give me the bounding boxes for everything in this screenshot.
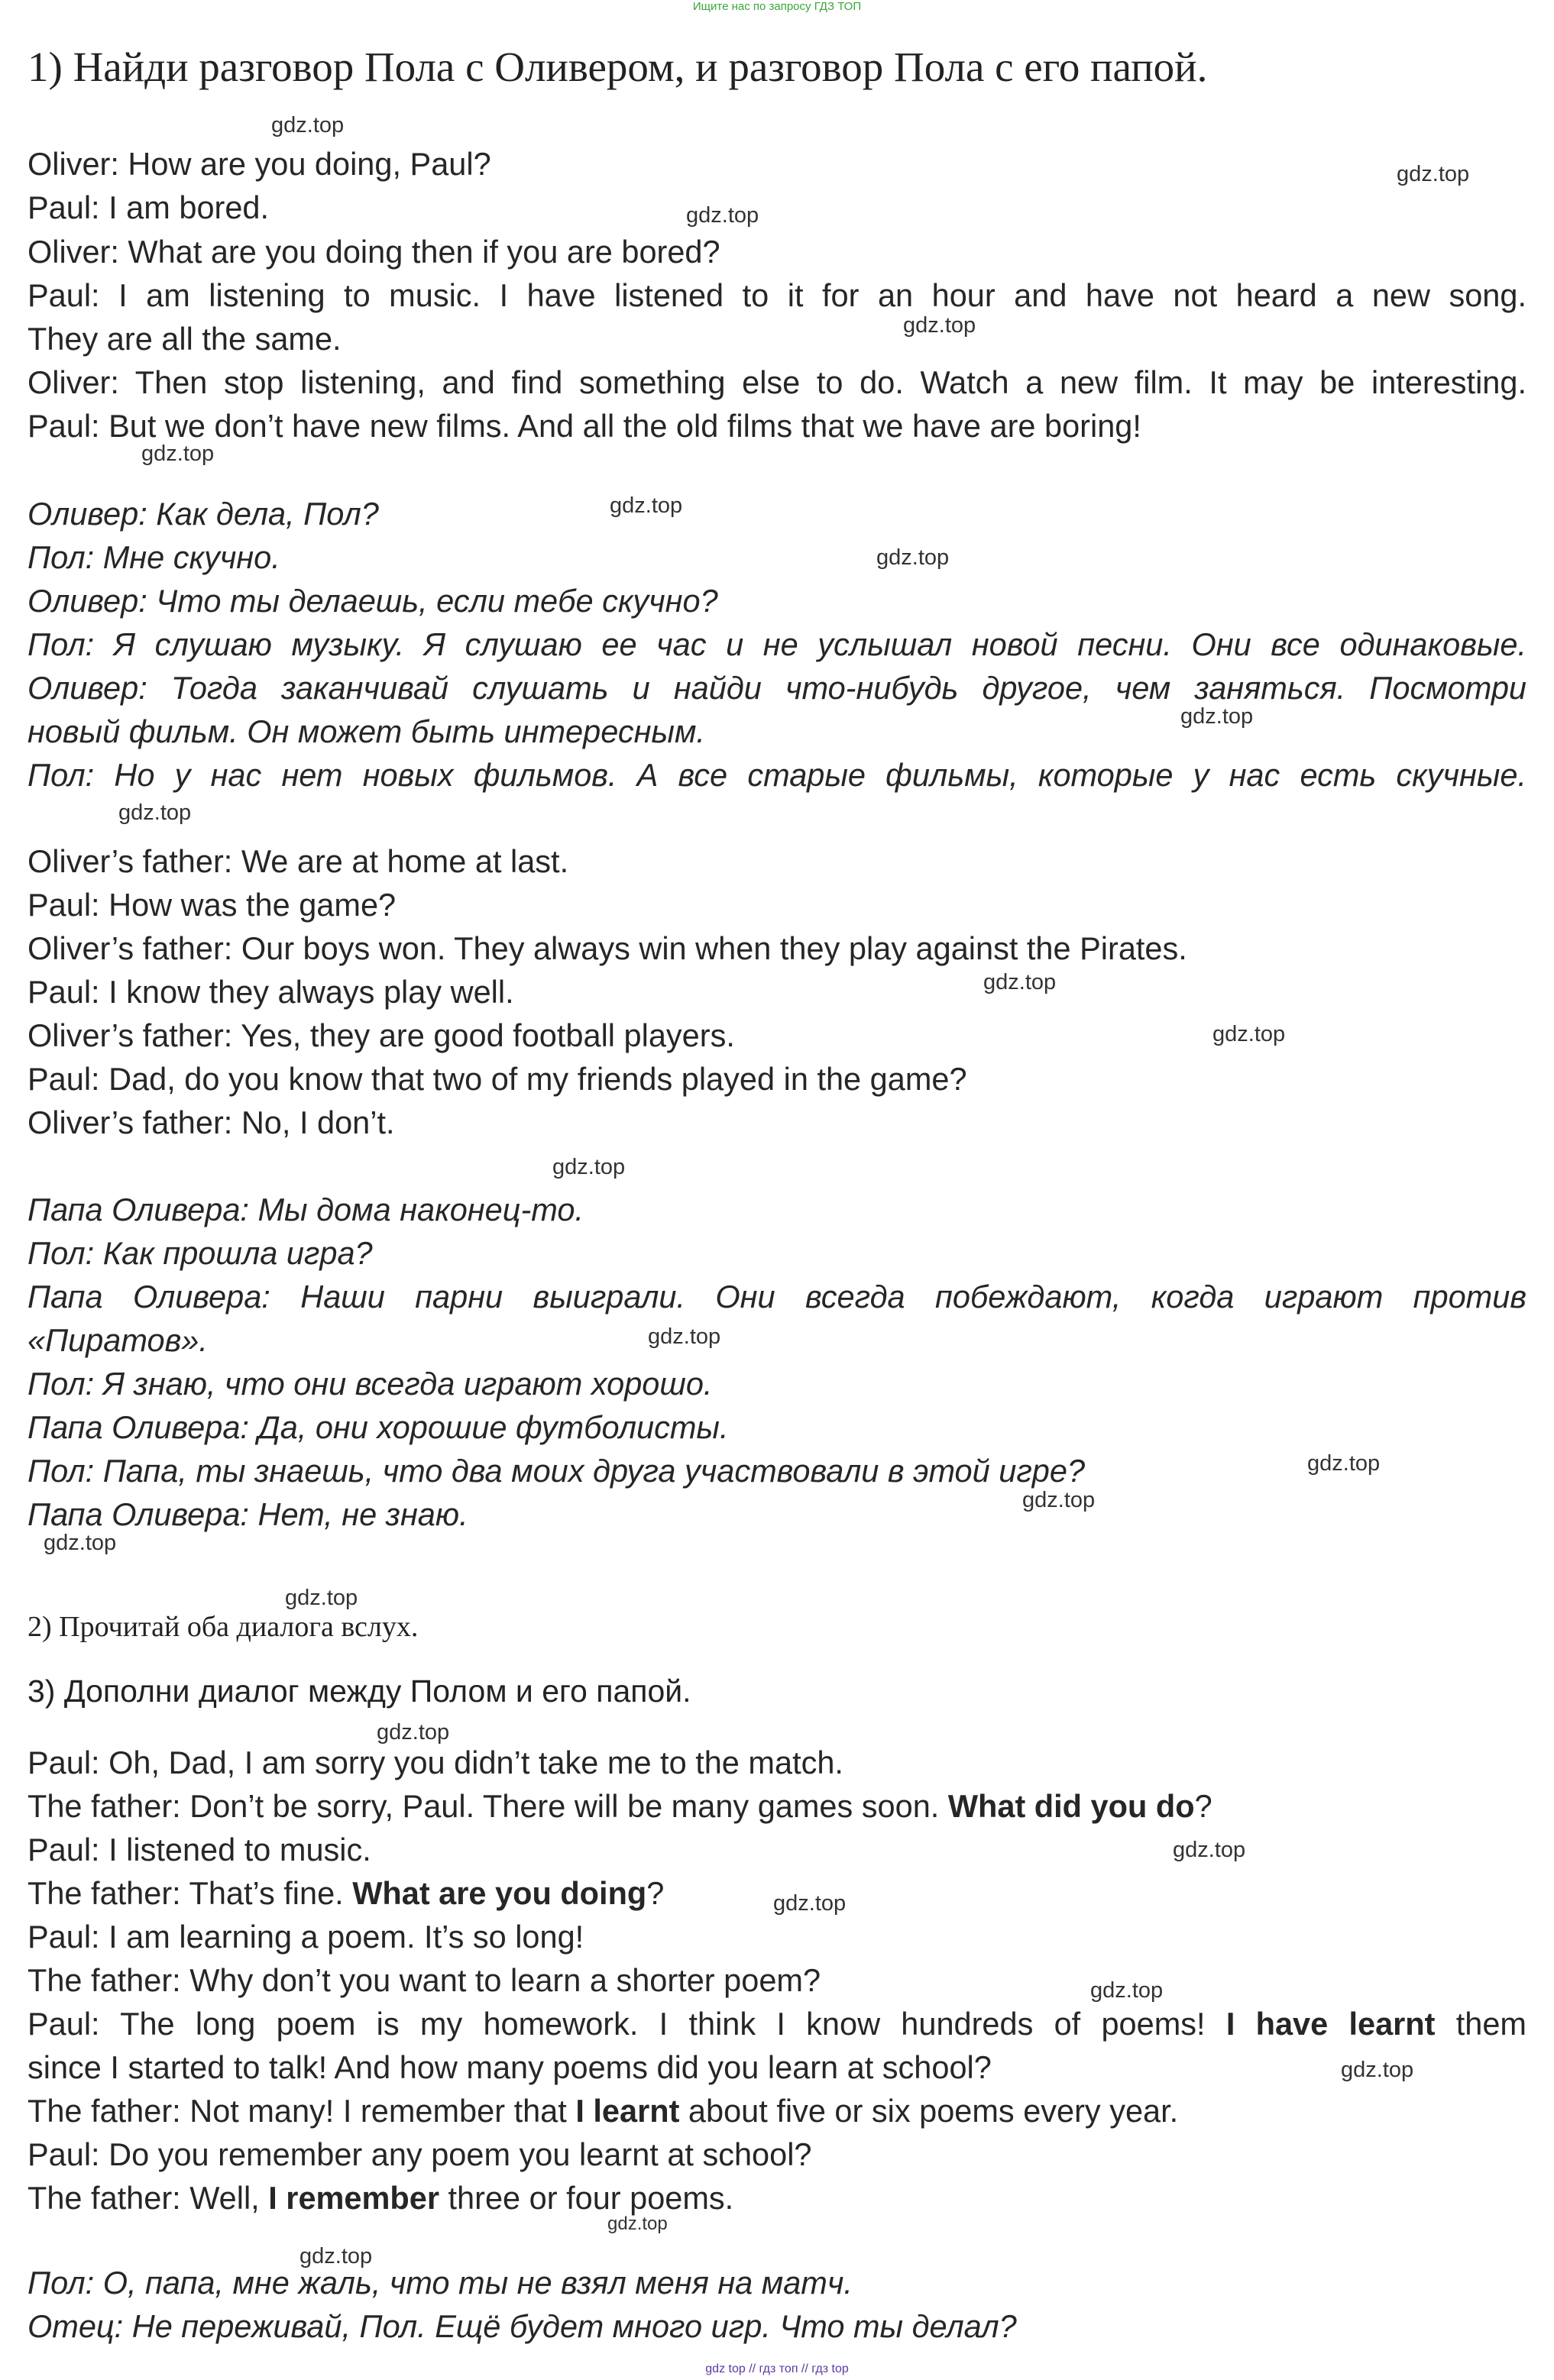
watermark: gdz.top [377, 1720, 450, 1745]
watermark: gdz.top [1341, 2058, 1414, 2082]
dialog1-ru-line: Пол: Мне скучно. [28, 539, 280, 575]
dialog2-ru-line: Пол: Я знаю, что они всегда играют хорошо. [28, 1366, 713, 1402]
dialog3-text: The father: Why don’t you want to learn a shorter poem? [28, 1962, 821, 1998]
dialog1-en-line: Oliver: Then stop listening, and find something else to do. Watch a new film. It may be interesting. [28, 364, 1526, 400]
dialog3-answer: What are you doing [352, 1875, 647, 1911]
watermark: gdz.top [983, 970, 1057, 994]
dialog3-line [28, 2005, 1526, 2043]
dialog3-ru-line: Отец: Не переживай, Пол. Ещё будет много игр. Что ты делал? [28, 2308, 1017, 2344]
dialog2-en-line: Oliver’s father: No, I don’t. [28, 1104, 395, 1140]
dialog3-text: ? [646, 1875, 665, 1911]
dialog2-en-line: Paul: Dad, do you know that two of my friends played in the game? [28, 1061, 967, 1097]
dialog3-answer: I learnt [575, 2093, 680, 2129]
dialog1-ru-line: Оливер: Тогда заканчивай слушать и найди что-нибудь другое, чем заняться. Посмотри [28, 670, 1526, 706]
dialog2-ru-line: Пол: Как прошла игра? [28, 1235, 373, 1271]
dialog3-text: The father: Don’t be sorry, Paul. There will be many games soon. [28, 1788, 948, 1824]
dialog2-en-line: Paul: I know they always play well. [28, 974, 514, 1010]
dialog3-line [28, 1831, 1526, 1869]
dialog1-ru-line: новый фильм. Он может быть интересным. [28, 713, 705, 749]
dialog3-line [28, 2092, 1526, 2130]
dialog2-en-line: Paul: How was the game? [28, 887, 397, 923]
footer: gdz top // гдз топ // гдз top [705, 2362, 849, 2375]
watermark: gdz.top [1212, 1022, 1286, 1046]
dialog3-line [28, 1961, 1526, 2000]
task-3-title: 3) Дополни диалог между Полом и его папой. [28, 1673, 691, 1709]
dialog3-text: The father: Not many! I remember that [28, 2093, 576, 2129]
dialog3-text: The father: Well, [28, 2180, 269, 2216]
watermark: gdz.top [285, 1586, 358, 1610]
dialog2-en-line: Oliver’s father: Our boys won. They always win when they play against the Pirates. [28, 930, 1187, 966]
watermark: gdz.top [648, 1324, 721, 1349]
dialog3-line [28, 1918, 1526, 1956]
dialog2-ru-line: Папа Оливера: Нет, не знаю. [28, 1496, 468, 1532]
dialog3-answer: What did you do [947, 1788, 1195, 1824]
dialog1-ru-line: Оливер: Что ты делаешь, если тебе скучно? [28, 583, 718, 619]
dialog3-line [28, 1787, 1526, 1825]
watermark: gdz.top [1180, 704, 1254, 729]
dialog3-text: Paul: I listened to music. [28, 1832, 371, 1867]
dialog3-ru-line: Пол: О, папа, мне жаль, что ты не взял меня на матч. [28, 2265, 853, 2301]
top-banner: Ищите нас по запросу ГДЗ ТОП [692, 0, 862, 13]
dialog3-line [28, 2049, 1526, 2087]
dialog3-text: The father: That’s fine. [28, 1875, 353, 1911]
watermark: gdz.top [271, 113, 345, 137]
dialog1-en-line: Paul: I am listening to music. I have listened to it for an hour and have not heard a new song. [28, 277, 1526, 313]
dialog3-line [28, 1744, 1526, 1782]
dialog3-text: Paul: I am learning a poem. It’s so long! [28, 1919, 584, 1955]
dialog3-text: three or four poems. [439, 2180, 734, 2216]
dialog3-text: them [1435, 2006, 1527, 2042]
dialog3-answer: I have learnt [1225, 2006, 1436, 2042]
watermark: gdz.top [1090, 1978, 1164, 2003]
watermark: gdz.top [1397, 162, 1470, 186]
dialog3-text: Paul: The long poem is my homework. I think I know hundreds of poems! [28, 2006, 1226, 2042]
dialog3-text: Paul: Oh, Dad, I am sorry you didn’t take me to the match. [28, 1745, 843, 1780]
dialog3-text: Paul: Do you remember any poem you learnt at school? [28, 2136, 812, 2172]
dialog1-en-line: They are all the same. [28, 321, 342, 357]
watermark: gdz.top [299, 2244, 373, 2268]
dialog2-ru-line: Папа Оливера: Да, они хорошие футболисты. [28, 1409, 729, 1445]
dialog3-text: since I started to talk! And how many poems did you learn at school? [28, 2049, 992, 2085]
watermark: gdz.top [1022, 1488, 1096, 1512]
watermark: gdz.top [1173, 1838, 1246, 1862]
dialog3-text: about five or six poems every year. [679, 2093, 1179, 2129]
watermark: gdz.top [686, 203, 759, 228]
watermark: gdz.top [118, 800, 192, 825]
dialog1-en-line: Paul: But we don’t have new films. And all the old films that we have are boring! [28, 408, 1141, 444]
watermark: gdz.top [876, 545, 950, 570]
dialog2-ru-line: Папа Оливера: Мы дома наконец-то. [28, 1192, 584, 1227]
dialog3-line [28, 2179, 1526, 2217]
dialog1-en-line: Paul: I am bored. [28, 189, 270, 225]
dialog1-ru-line: Пол: Но у нас нет новых фильмов. А все старые фильмы, которые у нас есть скучные. [28, 757, 1526, 793]
watermark: gdz.top [44, 1531, 117, 1555]
dialog2-ru-line: «Пиратов». [28, 1322, 208, 1358]
dialog3-answer: I remember [268, 2180, 439, 2216]
dialog1-ru-line: Пол: Я слушаю музыку. Я слушаю ее час и не услышал новой песни. Они все одинаковые. [28, 626, 1526, 662]
watermark: gdz.top [903, 313, 976, 338]
dialog1-ru-line: Оливер: Как дела, Пол? [28, 496, 379, 532]
watermark: gdz.top [141, 441, 215, 466]
dialog1-en-line: Oliver: What are you doing then if you are bored? [28, 234, 720, 270]
dialog2-ru-line: Пол: Папа, ты знаешь, что два моих друга участвовали в этой игре? [28, 1453, 1086, 1489]
dialog2-en-line: Oliver’s father: Yes, they are good football players. [28, 1017, 735, 1053]
dialog3-line [28, 2136, 1526, 2174]
task-1-title: 1) Найди разговор Пола с Оливером, и разговор Пола с его папой. [28, 44, 1208, 90]
dialog1-en-line: Oliver: How are you doing, Paul? [28, 146, 491, 182]
watermark: gdz.top [773, 1891, 847, 1916]
dialog3-text: ? [1194, 1788, 1212, 1824]
task-2-title: 2) Прочитай оба диалога вслух. [28, 1611, 419, 1643]
watermark: gdz.top [1307, 1451, 1381, 1476]
dialog2-ru-line: Папа Оливера: Наши парни выиграли. Они всегда побеждают, когда играют против [28, 1279, 1526, 1314]
dialog2-en-line: Oliver’s father: We are at home at last. [28, 843, 569, 879]
watermark: gdz.top [610, 493, 683, 518]
watermark: gdz.top [552, 1155, 626, 1179]
watermark: gdz.top [607, 2213, 668, 2234]
